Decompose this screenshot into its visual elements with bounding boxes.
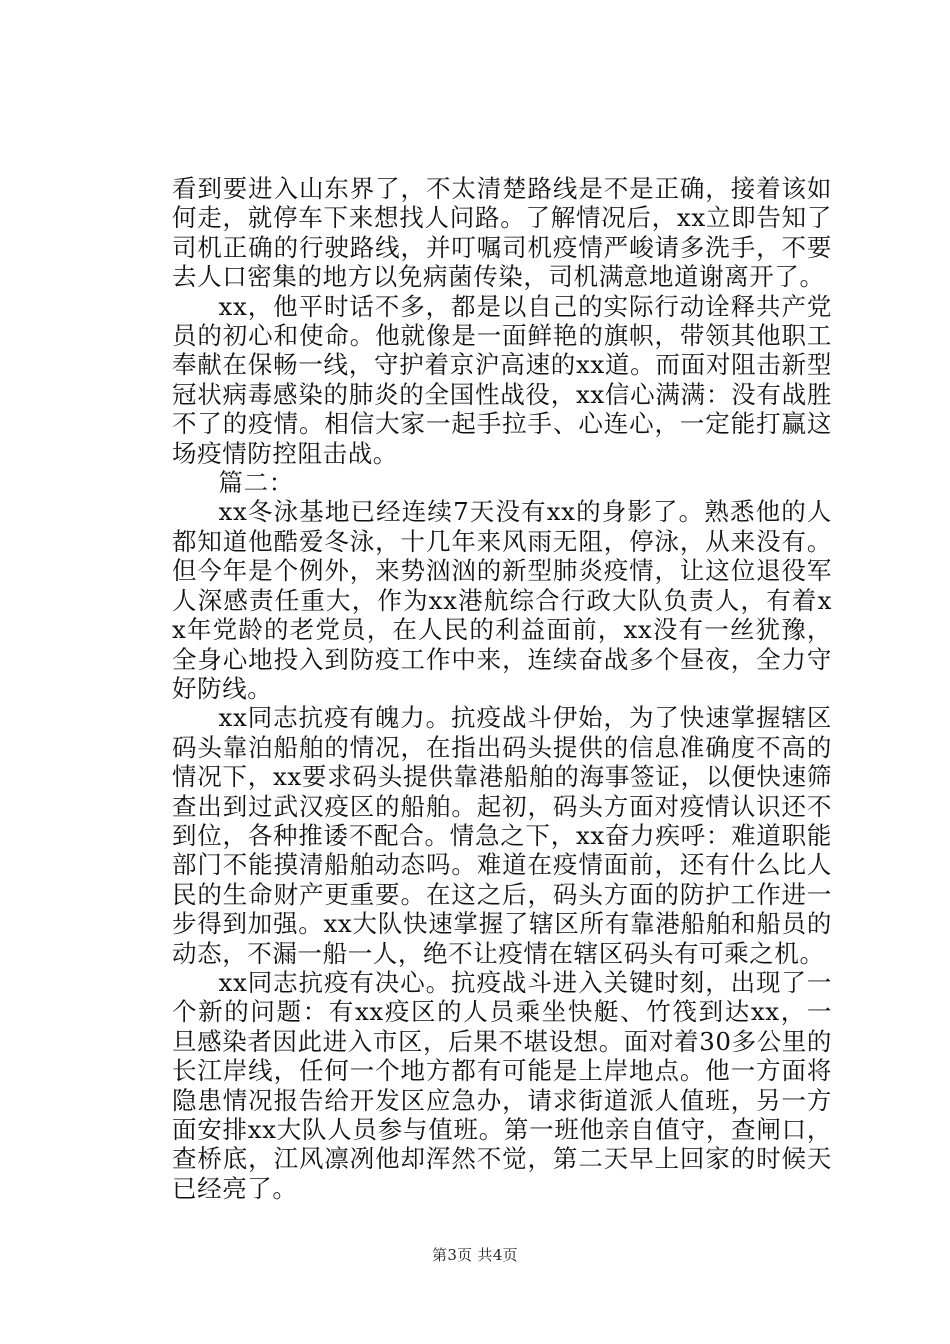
section-heading: 篇二： bbox=[218, 468, 294, 498]
paragraph-2: xx，他平时话不多，都是以自己的实际行动诠释共产党员的初心和使命。他就像是一面鲜艳的旗帜，带领其他职工奉献在保畅一线，守护着京沪高速的xx道。而面对阻击新型冠状病毒感染的肺炎的全国性战役，xx信心满满：没有战胜不了的疫情。相信大家一起手拉手、心连心，一定能打赢这场疫情防控阻击战。 bbox=[172, 291, 832, 468]
paragraph-4: xx同志抗疫有魄力。抗疫战斗伊始，为了快速掌握辖区码头靠泊船舶的情况，在指出码头提供的信息准确度不高的情况下，xx要求码头提供靠港船舶的海事签证，以便快速筛查出到过武汉疫区的船舶。起初，码头方面对疫情认识还不到位，各种推诿不配合。情急之下，xx奋力疾呼：难道职能部门不能摸清船舶动态吗。难道在疫情面前，还有什么比人民的生命财产更重要。在这之后，码头方面的防护工作进一步得到加强。xx大队快速掌握了辖区所有靠港船舶和船员的动态，不漏一船一人，绝不让疫情在辖区码头有可乘之机。 bbox=[172, 703, 832, 968]
page-number-footer: 第3页 共4页 bbox=[432, 1246, 518, 1264]
paragraph-5: xx同志抗疫有决心。抗疫战斗进入关键时刻，出现了一个新的问题：有xx疫区的人员乘坐快艇、竹筏到达xx，一旦感染者因此进入市区，后果不堪设想。面对着30多公里的长江岸线，任何一个地方都有可能是上岸地点。他一方面将隐患情况报告给开发区应急办，请求街道派人值班，另一方面安排xx大队人员参与值班。第一班他亲自值守，查闸口，查桥底，江风凛冽他却浑然不觉，第二天早上回家的时候天已经亮了。 bbox=[172, 967, 832, 1203]
document-body bbox=[172, 174, 832, 1203]
paragraph-1: 看到要进入山东界了，不太清楚路线是不是正确，接着该如何走，就停车下来想找人问路。了解情况后，xx立即告知了司机正确的行驶路线，并叮嘱司机疫情严峻请多洗手，不要去人口密集的地方以免病菌传染，司机满意地道谢离开了。 bbox=[172, 174, 832, 292]
paragraph-3: xx冬泳基地已经连续7天没有xx的身影了。熟悉他的人都知道他酷爱冬泳，十几年来风雨无阻，停泳，从来没有。但今年是个例外，来势汹汹的新型肺炎疫情，让这位退役军人深感责任重大，作为xx港航综合行政大队负责人，有着xx年党龄的老党员，在人民的利益面前，xx没有一丝犹豫，全身心地投入到防疫工作中来，连续奋战多个昼夜，全力守好防线。 bbox=[172, 497, 832, 703]
